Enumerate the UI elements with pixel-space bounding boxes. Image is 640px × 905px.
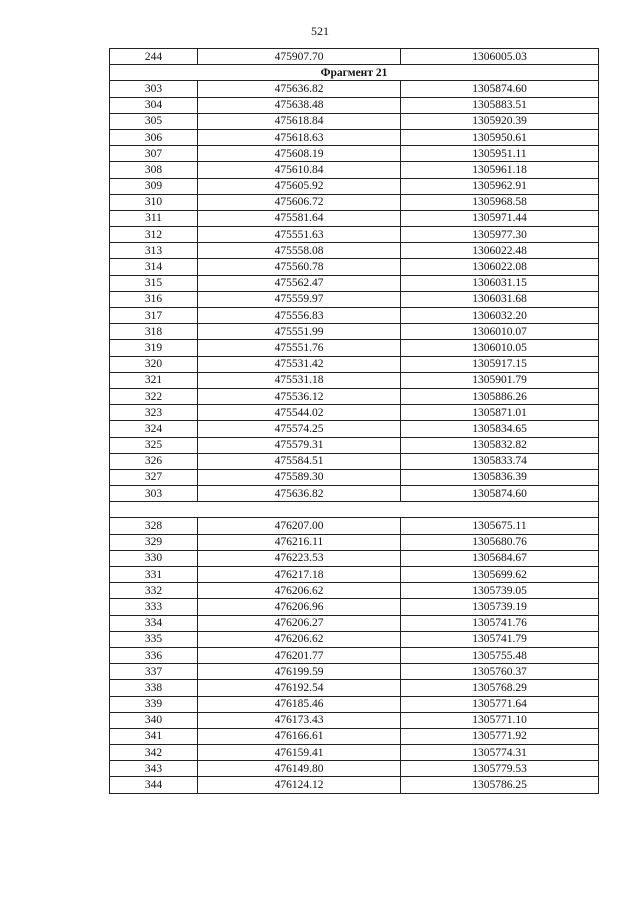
x-coordinate-cell: 475551.76 (198, 340, 401, 356)
table-row (110, 615, 599, 631)
table-row (110, 664, 599, 680)
point-number-cell: 323 (110, 405, 198, 421)
point-number-cell: 313 (110, 243, 198, 259)
y-coordinate-cell: 1306031.68 (401, 291, 599, 307)
y-coordinate-cell: 1306022.48 (401, 243, 599, 259)
table-row (110, 421, 599, 437)
table-row (110, 210, 599, 226)
y-coordinate-cell: 1306031.15 (401, 275, 599, 291)
x-coordinate-cell: 476206.96 (198, 599, 401, 615)
y-coordinate-cell: 1305741.79 (401, 631, 599, 647)
point-number-cell: 329 (110, 534, 198, 550)
table-row (110, 372, 599, 388)
table-row (110, 437, 599, 453)
table-row (110, 178, 599, 194)
table-row (110, 194, 599, 210)
point-number-cell: 317 (110, 308, 198, 324)
y-coordinate-cell: 1305739.19 (401, 599, 599, 615)
x-coordinate-cell: 475636.82 (198, 486, 401, 502)
y-coordinate-cell: 1306022.08 (401, 259, 599, 275)
y-coordinate-cell: 1306010.05 (401, 340, 599, 356)
point-number-cell: 244 (110, 49, 198, 65)
y-coordinate-cell: 1305950.61 (401, 129, 599, 145)
point-number-cell: 321 (110, 372, 198, 388)
table-row (110, 227, 599, 243)
x-coordinate-cell: 475560.78 (198, 259, 401, 275)
table-row (110, 308, 599, 324)
point-number-cell: 326 (110, 453, 198, 469)
y-coordinate-cell: 1305962.91 (401, 178, 599, 194)
y-coordinate-cell: 1306005.03 (401, 49, 599, 65)
point-number-cell: 311 (110, 210, 198, 226)
table-row (110, 728, 599, 744)
y-coordinate-cell: 1305771.64 (401, 696, 599, 712)
table-row (110, 567, 599, 583)
x-coordinate-cell: 475556.83 (198, 308, 401, 324)
x-coordinate-cell: 475636.82 (198, 81, 401, 97)
point-number-cell: 330 (110, 550, 198, 566)
x-coordinate-cell: 475551.63 (198, 227, 401, 243)
y-coordinate-cell: 1306010.07 (401, 324, 599, 340)
table-row (110, 680, 599, 696)
x-coordinate-cell: 476149.80 (198, 761, 401, 777)
x-coordinate-cell: 475579.31 (198, 437, 401, 453)
y-coordinate-cell: 1305920.39 (401, 113, 599, 129)
table-row (110, 129, 599, 145)
table-row (110, 550, 599, 566)
x-coordinate-cell: 476206.62 (198, 631, 401, 647)
table-row (110, 162, 599, 178)
point-number-cell: 303 (110, 486, 198, 502)
table-row (110, 647, 599, 663)
y-coordinate-cell: 1305917.15 (401, 356, 599, 372)
point-number-cell: 322 (110, 388, 198, 404)
x-coordinate-cell: 475589.30 (198, 469, 401, 485)
point-number-cell: 307 (110, 146, 198, 162)
table-row (110, 599, 599, 615)
table-row (110, 275, 599, 291)
point-number-cell: 305 (110, 113, 198, 129)
y-coordinate-cell: 1305771.92 (401, 728, 599, 744)
table-row (110, 518, 599, 534)
table-row (110, 113, 599, 129)
table-row (110, 712, 599, 728)
table-row (110, 146, 599, 162)
table-row (110, 405, 599, 421)
table-row (110, 631, 599, 647)
y-coordinate-cell: 1305961.18 (401, 162, 599, 178)
x-coordinate-cell: 476173.43 (198, 712, 401, 728)
y-coordinate-cell: 1305874.60 (401, 81, 599, 97)
y-coordinate-cell: 1305675.11 (401, 518, 599, 534)
x-coordinate-cell: 475618.84 (198, 113, 401, 129)
point-number-cell: 336 (110, 647, 198, 663)
point-number-cell: 344 (110, 777, 198, 793)
x-coordinate-cell: 475605.92 (198, 178, 401, 194)
point-number-cell: 339 (110, 696, 198, 712)
x-coordinate-cell: 475638.48 (198, 97, 401, 113)
point-number-cell: 320 (110, 356, 198, 372)
table-row (110, 49, 599, 65)
table-row (110, 745, 599, 761)
y-coordinate-cell: 1305832.82 (401, 437, 599, 453)
point-number-cell: 331 (110, 567, 198, 583)
y-coordinate-cell: 1305768.29 (401, 680, 599, 696)
x-coordinate-cell: 476216.11 (198, 534, 401, 550)
x-coordinate-cell: 475551.99 (198, 324, 401, 340)
x-coordinate-cell: 475559.97 (198, 291, 401, 307)
point-number-cell: 319 (110, 340, 198, 356)
point-number-cell: 310 (110, 194, 198, 210)
x-coordinate-cell: 475907.70 (198, 49, 401, 65)
y-coordinate-cell: 1306032.20 (401, 308, 599, 324)
y-coordinate-cell: 1305739.05 (401, 583, 599, 599)
table-row (110, 356, 599, 372)
table-row (110, 291, 599, 307)
x-coordinate-cell: 475581.64 (198, 210, 401, 226)
point-number-cell: 315 (110, 275, 198, 291)
y-coordinate-cell: 1305951.11 (401, 146, 599, 162)
y-coordinate-cell: 1305680.76 (401, 534, 599, 550)
x-coordinate-cell: 475608.19 (198, 146, 401, 162)
y-coordinate-cell: 1305834.65 (401, 421, 599, 437)
point-number-cell: 328 (110, 518, 198, 534)
point-number-cell: 342 (110, 745, 198, 761)
x-coordinate-cell: 476192.54 (198, 680, 401, 696)
y-coordinate-cell: 1305886.26 (401, 388, 599, 404)
y-coordinate-cell: 1305833.74 (401, 453, 599, 469)
x-coordinate-cell: 476201.77 (198, 647, 401, 663)
point-number-cell: 318 (110, 324, 198, 340)
y-coordinate-cell: 1305883.51 (401, 97, 599, 113)
y-coordinate-cell: 1305786.25 (401, 777, 599, 793)
table-row (110, 340, 599, 356)
point-number-cell: 332 (110, 583, 198, 599)
x-coordinate-cell: 475606.72 (198, 194, 401, 210)
point-number-cell: 341 (110, 728, 198, 744)
table-row (110, 259, 599, 275)
y-coordinate-cell: 1305836.39 (401, 469, 599, 485)
coordinates-table-body (110, 49, 599, 794)
x-coordinate-cell: 475531.42 (198, 356, 401, 372)
x-coordinate-cell: 476199.59 (198, 664, 401, 680)
point-number-cell: 343 (110, 761, 198, 777)
x-coordinate-cell: 476159.41 (198, 745, 401, 761)
section-header-row (110, 65, 599, 81)
y-coordinate-cell: 1305774.31 (401, 745, 599, 761)
y-coordinate-cell: 1305771.10 (401, 712, 599, 728)
x-coordinate-cell: 475562.47 (198, 275, 401, 291)
blank-cell (110, 502, 599, 518)
y-coordinate-cell: 1305699.62 (401, 567, 599, 583)
table-row (110, 583, 599, 599)
y-coordinate-cell: 1305684.67 (401, 550, 599, 566)
x-coordinate-cell: 476166.61 (198, 728, 401, 744)
point-number-cell: 304 (110, 97, 198, 113)
table-row (110, 761, 599, 777)
x-coordinate-cell: 476223.53 (198, 550, 401, 566)
table-row (110, 486, 599, 502)
y-coordinate-cell: 1305874.60 (401, 486, 599, 502)
x-coordinate-cell: 475584.51 (198, 453, 401, 469)
y-coordinate-cell: 1305741.76 (401, 615, 599, 631)
y-coordinate-cell: 1305760.37 (401, 664, 599, 680)
point-number-cell: 340 (110, 712, 198, 728)
y-coordinate-cell: 1305871.01 (401, 405, 599, 421)
point-number-cell: 335 (110, 631, 198, 647)
x-coordinate-cell: 475574.25 (198, 421, 401, 437)
table-row (110, 81, 599, 97)
y-coordinate-cell: 1305779.53 (401, 761, 599, 777)
table-row (110, 324, 599, 340)
x-coordinate-cell: 475610.84 (198, 162, 401, 178)
section-title: Фрагмент 21 (110, 65, 599, 81)
x-coordinate-cell: 476206.27 (198, 615, 401, 631)
point-number-cell: 309 (110, 178, 198, 194)
x-coordinate-cell: 475536.12 (198, 388, 401, 404)
x-coordinate-cell: 475558.08 (198, 243, 401, 259)
table-row (110, 696, 599, 712)
point-number-cell: 312 (110, 227, 198, 243)
y-coordinate-cell: 1305755.48 (401, 647, 599, 663)
x-coordinate-cell: 475544.02 (198, 405, 401, 421)
point-number-cell: 338 (110, 680, 198, 696)
point-number-cell: 325 (110, 437, 198, 453)
x-coordinate-cell: 476217.18 (198, 567, 401, 583)
point-number-cell: 303 (110, 81, 198, 97)
point-number-cell: 337 (110, 664, 198, 680)
x-coordinate-cell: 475618.63 (198, 129, 401, 145)
y-coordinate-cell: 1305971.44 (401, 210, 599, 226)
point-number-cell: 308 (110, 162, 198, 178)
x-coordinate-cell: 475531.18 (198, 372, 401, 388)
table-row (110, 388, 599, 404)
blank-row (110, 502, 599, 518)
table-row (110, 777, 599, 793)
table-row (110, 97, 599, 113)
y-coordinate-cell: 1305901.79 (401, 372, 599, 388)
x-coordinate-cell: 476207.00 (198, 518, 401, 534)
point-number-cell: 324 (110, 421, 198, 437)
y-coordinate-cell: 1305977.30 (401, 227, 599, 243)
point-number-cell: 314 (110, 259, 198, 275)
table-row (110, 469, 599, 485)
point-number-cell: 333 (110, 599, 198, 615)
table-row (110, 453, 599, 469)
point-number-cell: 306 (110, 129, 198, 145)
point-number-cell: 327 (110, 469, 198, 485)
coordinates-table (109, 48, 599, 794)
y-coordinate-cell: 1305968.58 (401, 194, 599, 210)
x-coordinate-cell: 476206.62 (198, 583, 401, 599)
x-coordinate-cell: 476185.46 (198, 696, 401, 712)
page-number: 521 (311, 24, 329, 38)
table-row (110, 243, 599, 259)
point-number-cell: 316 (110, 291, 198, 307)
point-number-cell: 334 (110, 615, 198, 631)
table-row (110, 534, 599, 550)
x-coordinate-cell: 476124.12 (198, 777, 401, 793)
